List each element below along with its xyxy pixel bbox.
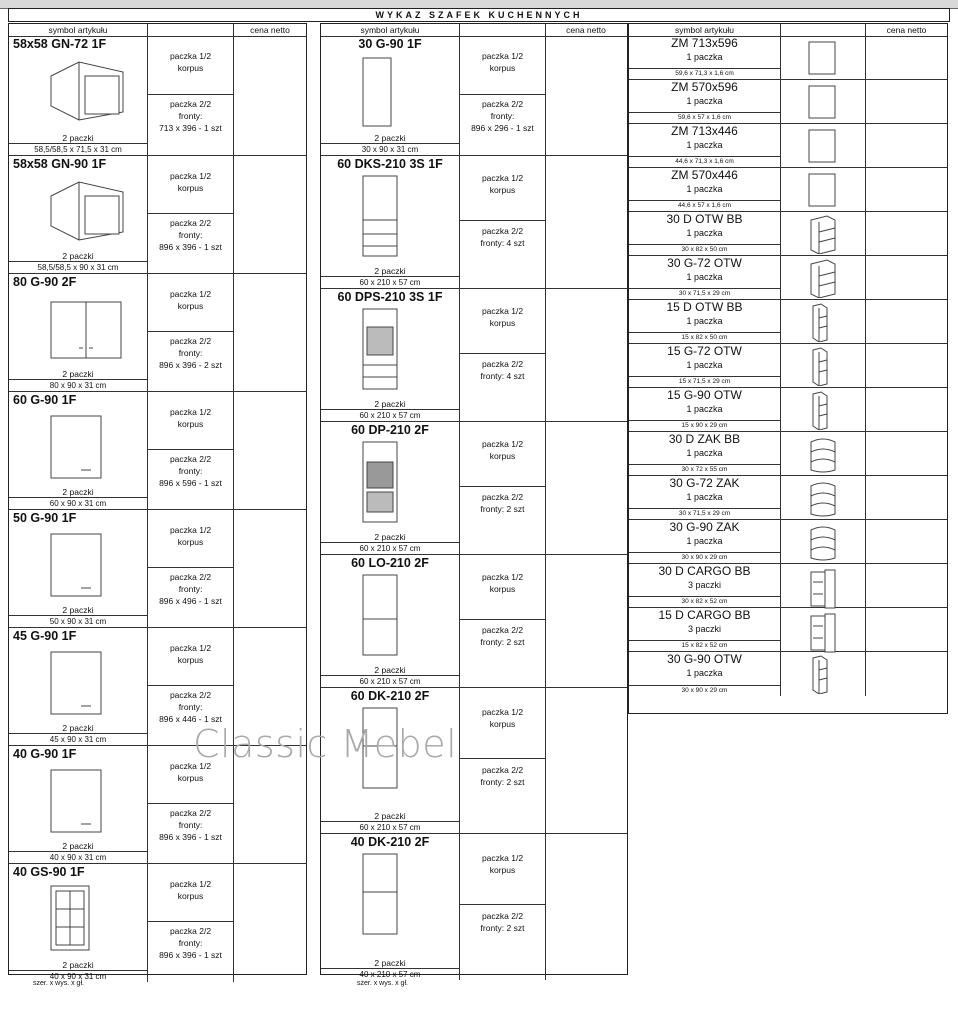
cell-image: [781, 520, 866, 563]
item-symbol: 30 D ZAK BB: [668, 432, 741, 446]
cell-packages: [148, 864, 234, 982]
item-dimensions: 60 x 210 x 57 cm: [321, 542, 459, 554]
narrow-shelf-icon: [805, 346, 835, 391]
cell-price[interactable]: [866, 476, 947, 519]
corner-cabinet-icon: [45, 54, 127, 129]
item-packages: 2 paczki: [374, 133, 406, 143]
item-symbol: 30 D OTW BB: [666, 212, 743, 226]
cell-symbol: [9, 746, 148, 863]
item-symbol: 15 G-72 OTW: [667, 344, 742, 358]
watermark: Classic Mebel: [193, 722, 458, 766]
cell-symbol: [629, 36, 781, 79]
panel-tall-cabinets: [320, 23, 628, 979]
footer-note-left: szer. x wys. x gł.: [33, 980, 84, 987]
table-row: [629, 80, 947, 124]
item-dimensions: 40 x 90 x 31 cm: [9, 970, 147, 982]
item-dimensions: 30 x 82 x 52 cm: [629, 596, 780, 607]
package-divider: [460, 94, 545, 95]
package-divider: [148, 803, 233, 804]
cell-image: [781, 256, 866, 299]
cell-image: [781, 432, 866, 475]
table-row: [9, 274, 306, 392]
table-row: [629, 476, 947, 520]
cell-image: [781, 564, 866, 607]
package-divider: [460, 220, 545, 221]
item-symbol: ZM 713x446: [671, 124, 738, 138]
cell-price[interactable]: [234, 274, 306, 391]
item-dimensions: 58,5/58,5 x 71,5 x 31 cm: [9, 143, 147, 155]
table-row: [321, 422, 627, 555]
cell-symbol: [629, 124, 781, 167]
cell-symbol: [9, 36, 148, 155]
item-symbol: 15 D OTW BB: [666, 300, 743, 314]
item-symbol: 58x58 GN-72 1F: [13, 37, 107, 51]
package-divider: [148, 685, 233, 686]
item-symbol: 60 DK-210 2F: [350, 689, 430, 703]
item-dimensions: 40 x 90 x 31 cm: [9, 851, 147, 863]
package-2: paczka 2/2 fronty: 896 x 446 - 1 szt: [159, 690, 222, 724]
cell-image: [781, 388, 866, 431]
cell-symbol: [629, 344, 781, 387]
cell-packages: [460, 422, 546, 554]
cell-packages: [460, 36, 546, 155]
item-packages: 2 paczki: [62, 841, 94, 851]
tall-fridge-cabinet-icon: [357, 573, 403, 662]
item-symbol: 15 G-90 OTW: [667, 388, 742, 402]
package-2: paczka 2/2 fronty: 4 szt: [480, 226, 525, 248]
open-shelf-icon: [805, 214, 841, 259]
cell-image: [781, 80, 866, 123]
rows-col1: [9, 36, 306, 982]
cell-symbol: [321, 834, 460, 980]
item-packages: 2 paczki: [374, 665, 406, 675]
table-row: [629, 608, 947, 652]
item-dimensions: 30 x 90 x 29 cm: [629, 552, 780, 563]
narrow-shelf-icon: [805, 390, 835, 435]
cell-price[interactable]: [866, 256, 947, 299]
cell-image: [781, 36, 866, 79]
item-dimensions: 60 x 210 x 57 cm: [321, 821, 459, 833]
package-divider: [148, 921, 233, 922]
cell-price[interactable]: [866, 564, 947, 607]
table-row: [321, 156, 627, 289]
package-1: paczka 1/2 korpus: [169, 761, 212, 784]
cell-symbol: [629, 256, 781, 299]
cell-price[interactable]: [866, 124, 947, 167]
cell-symbol: [9, 864, 148, 982]
document-title: WYKAZ SZAFEK KUCHENNYCH: [8, 8, 950, 22]
cell-price[interactable]: [866, 36, 947, 79]
package-2: paczka 2/2 fronty: 2 szt: [480, 765, 525, 787]
narrow-shelf-icon: [805, 302, 835, 347]
package-2: paczka 2/2 fronty: 896 x 496 - 1 szt: [159, 572, 222, 606]
item-symbol: 60 DP-210 2F: [351, 423, 429, 437]
item-packages: 1 paczka: [686, 668, 723, 678]
item-dimensions: 30 x 90 x 31 cm: [321, 143, 459, 155]
rows-col3: [629, 36, 947, 696]
item-packages: 2 paczki: [62, 487, 94, 497]
cell-image: [781, 124, 866, 167]
tall-drawer-cabinet-icon: [357, 174, 403, 263]
cell-packages: [148, 36, 234, 155]
cell-price[interactable]: [234, 156, 306, 273]
cell-packages: [460, 834, 546, 980]
cell-symbol: [9, 156, 148, 273]
cell-price[interactable]: [546, 36, 627, 155]
package-2: paczka 2/2 fronty: 896 x 396 - 1 szt: [159, 808, 222, 842]
package-2: paczka 2/2 fronty: 896 x 396 - 2 szt: [159, 336, 222, 370]
item-dimensions: 80 x 90 x 31 cm: [9, 379, 147, 391]
item-packages: 1 paczka: [686, 492, 723, 502]
package-divider: [460, 619, 545, 620]
item-packages: 1 paczka: [686, 184, 723, 194]
package-1: paczka 1/2 korpus: [481, 706, 524, 729]
item-packages: 1 paczka: [686, 448, 723, 458]
item-symbol: 30 G-72 ZAK: [669, 476, 740, 490]
cell-price[interactable]: [866, 520, 947, 563]
cell-packages: [460, 289, 546, 421]
table-row: [321, 834, 627, 980]
item-dimensions: 60 x 90 x 31 cm: [9, 497, 147, 509]
item-symbol: 58x58 GN-90 1F: [13, 157, 107, 171]
item-packages: 2 paczki: [374, 266, 406, 276]
header-price: cena netto: [566, 25, 606, 35]
item-packages: 1 paczka: [686, 140, 723, 150]
item-dimensions: 45 x 90 x 31 cm: [9, 733, 147, 745]
cell-symbol: [629, 476, 781, 519]
table-row: [629, 256, 947, 300]
item-packages: 2 paczki: [62, 251, 94, 261]
item-packages: 1 paczka: [686, 52, 723, 62]
end-shelf-icon: [805, 522, 841, 567]
item-packages: 2 paczki: [62, 605, 94, 615]
cell-symbol: [321, 156, 460, 288]
table-row: [9, 156, 306, 274]
panel-wall-cabinets: [8, 23, 307, 981]
item-packages: 2 paczki: [62, 133, 94, 143]
item-dimensions: 59,6 x 57 x 1,6 cm: [629, 112, 780, 123]
cell-symbol: [9, 392, 148, 509]
cell-price[interactable]: [546, 555, 627, 687]
package-2: paczka 2/2 fronty: 2 szt: [480, 492, 525, 514]
item-dimensions: 60 x 210 x 57 cm: [321, 675, 459, 687]
item-symbol: ZM 570x446: [671, 168, 738, 182]
item-symbol: 30 G-90 ZAK: [669, 520, 740, 534]
cell-symbol: [629, 652, 781, 696]
cell-packages: [460, 555, 546, 687]
item-packages: 3 paczki: [687, 624, 722, 634]
item-dimensions: 59,6 x 71,3 x 1,6 cm: [629, 68, 780, 79]
double-door-cabinet-icon: [45, 292, 127, 367]
item-dimensions: 40 x 210 x 57 cm: [321, 968, 459, 980]
item-dimensions: 30 x 72 x 55 cm: [629, 464, 780, 475]
item-packages: 1 paczka: [686, 536, 723, 546]
header-price: cena netto: [886, 25, 927, 35]
item-dimensions: 44,6 x 71,3 x 1,6 cm: [629, 156, 780, 167]
item-dimensions: 60 x 210 x 57 cm: [321, 409, 459, 421]
package-1: paczka 1/2 korpus: [169, 289, 212, 312]
item-dimensions: 30 x 71,5 x 29 cm: [629, 288, 780, 299]
cell-price[interactable]: [546, 289, 627, 421]
cell-price[interactable]: [546, 688, 627, 833]
cell-image: [781, 476, 866, 519]
package-divider: [148, 213, 233, 214]
item-symbol: 45 G-90 1F: [13, 629, 77, 643]
item-packages: 2 paczki: [62, 960, 94, 970]
table-row: [629, 36, 947, 80]
item-dimensions: 58,5/58,5 x 90 x 31 cm: [9, 261, 147, 273]
item-dimensions: 15 x 90 x 29 cm: [629, 420, 780, 431]
item-symbol: 30 G-90 OTW: [667, 652, 742, 666]
panel-icon: [805, 82, 841, 127]
item-packages: 2 paczki: [374, 532, 406, 542]
package-divider: [460, 758, 545, 759]
header-empty: [781, 24, 866, 36]
cell-price[interactable]: [866, 300, 947, 343]
package-1: paczka 1/2 korpus: [169, 643, 212, 666]
package-1: paczka 1/2 korpus: [169, 407, 212, 430]
cell-price[interactable]: [866, 212, 947, 255]
item-dimensions: 15 x 82 x 52 cm: [629, 640, 780, 651]
package-divider: [460, 904, 545, 905]
cell-packages: [148, 274, 234, 391]
cell-symbol: [321, 36, 460, 155]
narrow-cabinet-icon: [357, 54, 397, 135]
item-symbol: 30 D CARGO BB: [658, 564, 751, 578]
header-price: cena netto: [250, 25, 290, 35]
cell-symbol: [9, 274, 148, 391]
item-symbol: 30 G-72 OTW: [667, 256, 742, 270]
narrow-shelf-icon: [805, 654, 835, 699]
table-row: [629, 124, 947, 168]
cell-image: [781, 344, 866, 387]
package-2: paczka 2/2 fronty: 896 x 296 - 1 szt: [471, 99, 534, 133]
cell-packages: [148, 156, 234, 273]
item-symbol: ZM 713x596: [671, 36, 738, 50]
package-1: paczka 1/2 korpus: [481, 852, 524, 875]
item-packages: 2 paczki: [62, 723, 94, 733]
package-1: paczka 1/2 korpus: [481, 571, 524, 594]
item-symbol: ZM 570x596: [671, 80, 738, 94]
package-2: paczka 2/2 fronty: 896 x 396 - 1 szt: [159, 218, 222, 252]
item-dimensions: 30 x 90 x 29 cm: [629, 685, 780, 696]
package-2: paczka 2/2 fronty: 4 szt: [480, 359, 525, 381]
cell-price[interactable]: [866, 80, 947, 123]
table-row: [629, 388, 947, 432]
item-dimensions: 15 x 82 x 50 cm: [629, 332, 780, 343]
cell-image: [781, 212, 866, 255]
item-symbol: 60 DPS-210 3S 1F: [337, 290, 443, 304]
panel-icon: [805, 126, 841, 171]
cell-packages: [460, 156, 546, 288]
wall-cabinet-icon: [45, 646, 107, 723]
package-2: paczka 2/2 fronty: 2 szt: [480, 911, 525, 933]
cell-price[interactable]: [866, 432, 947, 475]
package-2: paczka 2/2 fronty: 896 x 596 - 1 szt: [159, 454, 222, 488]
rows-col2: [321, 36, 627, 980]
cell-price[interactable]: [546, 422, 627, 554]
end-shelf-icon: [805, 478, 841, 523]
cell-image: [781, 608, 866, 651]
cell-symbol: [629, 432, 781, 475]
package-divider: [148, 567, 233, 568]
header-symbol: symbol artykułu: [629, 24, 781, 36]
item-symbol: 40 G-90 1F: [13, 747, 77, 761]
corner-cabinet-icon: [45, 174, 127, 249]
cell-symbol: [9, 628, 148, 745]
package-1: paczka 1/2 korpus: [481, 438, 524, 461]
wall-cabinet-icon: [45, 410, 107, 487]
package-2: paczka 2/2 fronty: 713 x 396 - 1 szt: [159, 99, 222, 133]
cell-packages: [148, 392, 234, 509]
table-row: [9, 392, 306, 510]
item-dimensions: 30 x 71,5 x 29 cm: [629, 508, 780, 519]
table-row: [9, 510, 306, 628]
table-row: [321, 555, 627, 688]
table-row: [629, 520, 947, 564]
cell-price[interactable]: [866, 652, 947, 696]
cell-symbol: [629, 212, 781, 255]
cell-symbol: [629, 608, 781, 651]
item-packages: 1 paczka: [686, 360, 723, 370]
item-symbol: 40 GS-90 1F: [13, 865, 85, 879]
package-2: paczka 2/2 fronty: 896 x 396 - 1 szt: [159, 926, 222, 960]
header-empty: [148, 24, 234, 36]
cell-price[interactable]: [234, 510, 306, 627]
item-symbol: 60 DKS-210 3S 1F: [337, 157, 443, 171]
cell-image: [781, 300, 866, 343]
table-row: [629, 212, 947, 256]
cell-symbol: [629, 388, 781, 431]
package-1: paczka 1/2 korpus: [169, 51, 212, 74]
cell-price[interactable]: [866, 608, 947, 651]
item-dimensions: 30 x 82 x 50 cm: [629, 244, 780, 255]
cell-packages: [148, 510, 234, 627]
item-symbol: 80 G-90 2F: [13, 275, 77, 289]
cell-symbol: [321, 422, 460, 554]
table-row: [321, 289, 627, 422]
header-symbol: symbol artykułu: [9, 24, 148, 36]
cell-symbol: [321, 555, 460, 687]
package-1: paczka 1/2 korpus: [481, 305, 524, 328]
item-symbol: 30 G-90 1F: [358, 37, 422, 51]
item-packages: 1 paczka: [686, 404, 723, 414]
table-row: [9, 864, 306, 982]
cell-image: [781, 168, 866, 211]
cell-symbol: [629, 564, 781, 607]
package-divider: [148, 449, 233, 450]
item-symbol: 50 G-90 1F: [13, 511, 77, 525]
cell-symbol: [321, 289, 460, 421]
cell-symbol: [629, 80, 781, 123]
panel-icon: [805, 170, 841, 215]
table-row: [9, 36, 306, 156]
cell-price[interactable]: [234, 864, 306, 982]
table-row: [629, 168, 947, 212]
item-packages: 3 paczki: [687, 580, 722, 590]
cell-price[interactable]: [234, 392, 306, 509]
cell-price[interactable]: [866, 344, 947, 387]
item-symbol: 60 G-90 1F: [13, 393, 77, 407]
tall-oven-cabinet-icon: [357, 440, 403, 529]
cell-price[interactable]: [866, 388, 947, 431]
cell-price[interactable]: [866, 168, 947, 211]
package-divider: [460, 353, 545, 354]
package-1: paczka 1/2 korpus: [481, 51, 524, 74]
cell-symbol: [629, 300, 781, 343]
package-1: paczka 1/2 korpus: [169, 171, 212, 194]
cell-symbol: [629, 520, 781, 563]
cell-symbol: [9, 510, 148, 627]
table-row: [629, 652, 947, 696]
glass-door-cabinet-icon: [45, 882, 95, 959]
item-packages: 1 paczka: [686, 96, 723, 106]
package-divider: [460, 486, 545, 487]
item-symbol: 15 D CARGO BB: [658, 608, 751, 622]
item-packages: 1 paczka: [686, 316, 723, 326]
item-symbol: 60 LO-210 2F: [351, 556, 429, 570]
item-packages: 1 paczka: [686, 272, 723, 282]
panel-icon: [805, 38, 841, 83]
cell-price[interactable]: [546, 156, 627, 288]
item-dimensions: 50 x 90 x 31 cm: [9, 615, 147, 627]
item-packages: 2 paczki: [62, 369, 94, 379]
cell-image: [781, 652, 866, 696]
item-packages: 2 paczki: [374, 399, 406, 409]
item-packages: 2 paczki: [374, 958, 406, 968]
wall-cabinet-icon: [45, 528, 107, 605]
package-divider: [148, 94, 233, 95]
item-dimensions: 60 x 210 x 57 cm: [321, 276, 459, 288]
wall-cabinet-icon: [45, 764, 107, 841]
table-row: [321, 36, 627, 156]
table-row: [629, 300, 947, 344]
footer-note-right: szer. x wys. x gł.: [357, 980, 408, 987]
tall-cabinet-icon: [357, 852, 403, 941]
cell-price[interactable]: [546, 834, 627, 980]
package-2: paczka 2/2 fronty: 2 szt: [480, 625, 525, 647]
panel-accessories: [628, 23, 948, 714]
package-1: paczka 1/2 korpus: [169, 525, 212, 548]
item-dimensions: 44,6 x 57 x 1,6 cm: [629, 200, 780, 211]
package-1: paczka 1/2 korpus: [169, 879, 212, 902]
open-shelf-icon: [805, 258, 841, 303]
header-empty: [460, 24, 546, 36]
item-symbol: 40 DK-210 2F: [350, 835, 430, 849]
table-row: [629, 564, 947, 608]
table-row: [629, 344, 947, 388]
cell-price[interactable]: [234, 36, 306, 155]
cell-packages: [460, 688, 546, 833]
tall-oven-drawer-cabinet-icon: [357, 307, 403, 396]
table-row: [629, 432, 947, 476]
header-symbol: symbol artykułu: [321, 24, 460, 36]
end-shelf-icon: [805, 434, 841, 479]
item-dimensions: 15 x 71,5 x 29 cm: [629, 376, 780, 387]
package-divider: [148, 331, 233, 332]
item-packages: 1 paczka: [686, 228, 723, 238]
package-1: paczka 1/2 korpus: [481, 172, 524, 195]
cell-symbol: [629, 168, 781, 211]
item-packages: 2 paczki: [374, 811, 406, 821]
